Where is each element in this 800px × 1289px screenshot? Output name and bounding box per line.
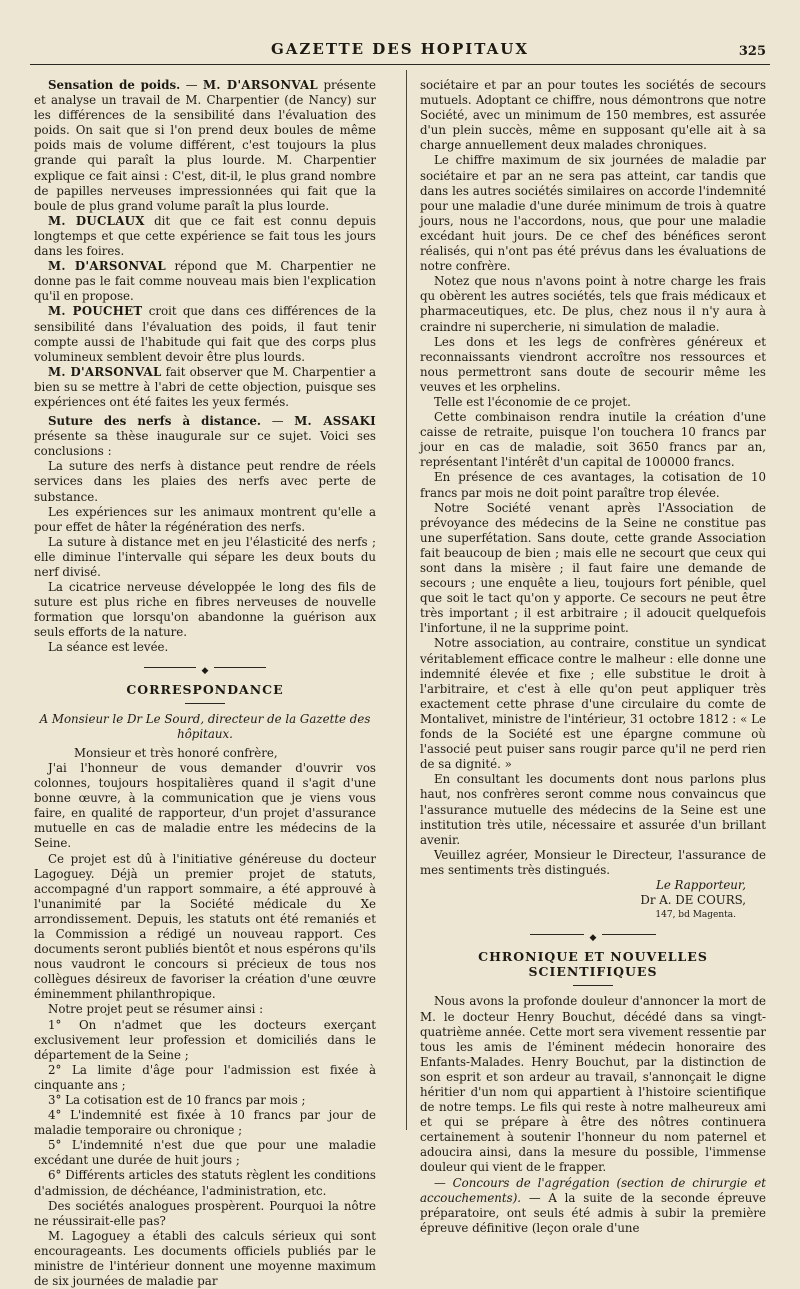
paragraph: J'ai l'honneur de vous demander d'ouvrir vos colonnes, toujours hospitalières quand il s'agit d'une bonne œuvre, à la communication que je viens vous faire, en qualité de rapporteur, d'un projet d'assurance mutuelle en cas de maladie entre les médecins de la Seine. bbox=[34, 760, 376, 851]
left-column bbox=[34, 78, 376, 1289]
conditions-list bbox=[34, 1018, 376, 1199]
section-title: CHRONIQUE ET NOUVELLES SCIENTIFIQUES bbox=[478, 949, 708, 980]
subhead: Suture des nerfs à distance. bbox=[48, 414, 261, 429]
signature-role: Le Rapporteur, bbox=[655, 877, 746, 892]
speaker-name: M. ASSAKI bbox=[294, 414, 376, 429]
section-title: CORRESPONDANCE bbox=[126, 681, 284, 697]
right-column bbox=[420, 78, 766, 1236]
paragraph: M. Lagoguey a établi des calculs sérieux qui sont encourageants. Les documents officiels publiés par le ministre de l'intérieur donnent une moyenne maximum de six journées de maladie par bbox=[34, 1228, 376, 1289]
paragraph-text: dit que ce fait est connu depuis longtemps et que cette expérience se fait tous les jours dans les foires. bbox=[34, 213, 376, 259]
running-title: GAZETTE DES HOPITAUX bbox=[270, 40, 529, 58]
paragraph: En présence de ces avantages, la cotisation de 10 francs par mois ne doit point paraître trop élevée. bbox=[420, 470, 766, 500]
signature-address: 147, bd Magenta. bbox=[655, 910, 736, 921]
short-rule bbox=[185, 703, 225, 704]
list-item: 1° On n'admet que les docteurs exerçant exclusivement leur profession et domiciliés dans le département de la Seine ; bbox=[34, 1017, 376, 1062]
paragraph: En consultant les documents dont nous parlons plus haut, nos confrères seront comme nous convaincus que l'assurance mutuelle des médecins de la Seine est une institution très utile, nécessaire et assurée d'un brillant avenir. bbox=[420, 772, 766, 847]
speaker-name: M. D'ARSONVAL bbox=[48, 259, 166, 274]
paragraph-text: — A la suite de la seconde épreuve préparatoire, ont seuls été admis à subir la première épreuve définitive (leçon orale d'une bbox=[420, 1190, 766, 1235]
paragraph-text: présente et analyse un travail de M. Charpentier (de Nancy) sur les différences de la sensibilité dans l'évaluation des poids. On sait que si l'on prend deux boules de même poids mais de volume différent, c'est toujours la plus grande qui paraît la plus lourde. M. Charpentier explique ce fait ainsi : C'est, dit-il, le plus grand nombre de papilles nerveuses impressionnées qui fait que la boule de plus grand volume paraît la plus lourde. bbox=[34, 78, 377, 213]
section-ornament: ◆ bbox=[34, 662, 376, 672]
subhead: Sensation de poids. bbox=[48, 78, 181, 92]
paragraph-text: présente sa thèse inaugurale sur ce sujet. Voici ses conclusions : bbox=[34, 429, 376, 459]
paragraph: Notre projet peut se résumer ainsi : bbox=[48, 1002, 264, 1017]
short-rule bbox=[573, 985, 613, 986]
speaker-name: M. D'ARSONVAL bbox=[203, 78, 318, 92]
list-item: 5° L'indemnité n'est due que pour une maladie excédant une durée de huit jours ; bbox=[34, 1138, 376, 1168]
paragraph bbox=[34, 365, 376, 410]
paragraph: Cette combinaison rendra inutile la création d'une caisse de retraite, puisque l'on touchera 10 francs par jour en cas de maladie, soit 3650 francs par an, représentant l'intérêt d'un capital de 100000 francs. bbox=[420, 410, 766, 470]
list-item: 6° Différents articles des statuts règlent les conditions d'admission, de déchéance, l'administration, etc. bbox=[34, 1168, 376, 1198]
news-head: — Concours de l'agrégation (section de chirurgie et accouchements). bbox=[420, 1175, 766, 1205]
list-item: 4° L'indemnité est fixée à 10 francs par jour de maladie temporaire ou chronique ; bbox=[34, 1108, 376, 1138]
letter-address: A Monsieur le Dr Le Sourd, directeur de la Gazette des hôpitaux. bbox=[39, 711, 371, 741]
paragraph: Notre Société venant après l'Association de prévoyance des médecins de la Seine ne constitue pas une superfétation. Sans doute, cette grande Association fait beaucoup de bien ; mais elle ne secourt que ceux qui sont dans la misère ; il faut faire une demande de secours ; une enquête a lieu, toujours fort pénible, quel que soit le tact qu'on y apporte. Ce secours ne peut être très important ; il est arbitraire ; il adoucit quelquefois l'infortune, il ne la supprime point. bbox=[420, 500, 766, 636]
paragraph: Veuillez agréer, Monsieur le Directeur, l'assurance de mes sentiments très distingués. bbox=[420, 847, 766, 877]
paragraph: Nous avons la profonde douleur d'annoncer la mort de M. le docteur Henry Bouchut, décédé dans sa vingt-quatrième année. Cette mort sera vivement ressentie par tous les amis de l'éminent médecin honoraire des Enfants-Malades. Henry Bouchut, par la distinction de son esprit et son ardeur au travail, s'annonçait le digne héritier d'un nom qui appartient à l'histoire scientifique de notre temps. Le fils qui reste à notre malheureux ami et qui se prépare à être des nôtres continuera certainement à soutenir l'honneur du nom paternel et adoucira ainsi, dans la mesure du possible, l'immense douleur qui vient de le frapper. bbox=[420, 994, 766, 1175]
paragraph-text: croit que dans ces différences de la sensibilité dans l'évaluation des poids, il faut tenir compte aussi de l'habitude qui fait que des corps plus volumineux semblent devoir être plus lourds. bbox=[34, 304, 376, 364]
paragraph: Ce projet est dû à l'initiative généreuse du docteur Lagoguey. Déjà un premier projet de statuts, accompagné d'un rapport sommaire, a été approuvé à l'unanimité par la Société médicale du Xe arrondissement. Depuis, les statuts ont été remaniés et la Commission a rédigé un nouveau rapport. Ces documents seront publiés bientôt et nous espérons qu'ils nous vaudront le concours si précieux de tous nos collègues désireux de favoriser la création d'une œuvre éminemment philanthropique. bbox=[34, 851, 376, 1002]
paragraph bbox=[34, 259, 376, 304]
paragraph: Les expériences sur les animaux montrent qu'elle a pour effet de hâter la régénération des nerfs. bbox=[34, 504, 376, 534]
paragraph bbox=[34, 214, 376, 259]
paragraph: Notez que nous n'avons point à notre charge les frais qu obèrent les autres sociétés, tels que frais médicaux et pharmaceutiques, etc. De plus, chez nous il n'y aura à craindre ni supercherie, ni simulation de maladie. bbox=[420, 274, 766, 334]
paragraph bbox=[420, 1176, 766, 1236]
page-number: 325 bbox=[738, 44, 766, 59]
paragraph: Suture des nerfs à distance. — M. ASSAKI présente sa thèse inaugurale sur ce sujet. Voici ses conclusions : bbox=[34, 414, 376, 459]
page-header bbox=[30, 34, 770, 65]
paragraph-text: répond que M. Charpentier ne donne pas le fait comme nouveau mais bien l'explication qu'il en propose. bbox=[34, 259, 376, 304]
letter-salutation: Monsieur et très honoré confrère, bbox=[74, 745, 278, 760]
paragraph-text: fait observer que M. Charpentier a bien su se mettre à l'abri de cette objection, puisque ses expériences ont été faites les yeux fermés. bbox=[34, 364, 376, 409]
paragraph: Sensation de poids. — M. D'ARSONVAL présente et analyse un travail de M. Charpentier (de Nancy) sur les différences de la sensibilité dans l'évaluation des poids. On sait que si l'on prend deux boules de même poids mais de volume différent, c'est toujours la plus grande qui paraît la plus lourde. M. Charpentier explique ce fait ainsi : C'est, dit-il, le plus grand nombre de papilles nerveuses impressionnées qui fait que la boule de plus grand volume paraît la plus lourde. bbox=[34, 78, 377, 213]
speaker-name: M. POUCHET bbox=[48, 304, 143, 319]
list-item: 3° La cotisation est de 10 francs par mois ; bbox=[48, 1093, 306, 1107]
paragraph bbox=[34, 304, 376, 364]
speaker-name: M. DUCLAUX bbox=[48, 213, 145, 228]
paragraph: Des sociétés analogues prospèrent. Pourquoi la nôtre ne réussirait-elle pas? bbox=[34, 1198, 376, 1228]
column-divider bbox=[406, 70, 407, 1130]
paragraph: Notre association, au contraire, constitue un syndicat véritablement efficace contre le malheur : elle donne une indemnité élevée et fixe ; elle substitue le droit à l'arbitraire, et c'est à elle qu'on peut appliquer très exactement cette phrase d'une circulaire du comte de Montalivet, ministre de l'intérieur, 31 octobre 1812 : « Le fonds de la Société est une épargne commune où l'associé peut puiser sans rougir parce qu'il ne perd rien de sa dignité. » bbox=[420, 636, 766, 772]
paragraph: Le chiffre maximum de six journées de maladie par sociétaire et par an ne sera pas atteint, car tandis que dans les autres sociétés similaires on accorde l'indemnité pour une maladie d'une durée minimum de trois à quatre jours, nous ne l'accordons, nous, que pour une maladie excédant huit jours. De ce chef des bénéfices seront réalisés, qui n'ont pas été prévus dans les évaluations de notre confrère. bbox=[420, 153, 766, 274]
paragraph: La séance est levée. bbox=[48, 640, 169, 655]
speaker-name: M. D'ARSONVAL bbox=[48, 364, 162, 379]
paragraph: La cicatrice nerveuse développée le long des fils de suture est plus riche en fibres nerveuses de nouvelle formation que lorsqu'on abandonne la guérison aux seuls efforts de la nature. bbox=[34, 580, 376, 640]
section-ornament: ◆ bbox=[420, 929, 766, 939]
signature-name: Dr A. DE COURS, bbox=[640, 893, 746, 908]
paragraph: La suture des nerfs à distance peut rendre de réels services dans les plaies des nerfs avec perte de substance. bbox=[34, 459, 376, 504]
list-item: 2° La limite d'âge pour l'admission est fixée à cinquante ans ; bbox=[34, 1062, 376, 1092]
paragraph: La suture à distance met en jeu l'élasticité des nerfs ; elle diminue l'intervalle qui sépare les deux bouts du nerf divisé. bbox=[34, 534, 376, 579]
paragraph: Telle est l'économie de ce projet. bbox=[434, 394, 631, 409]
paragraph: Les dons et les legs de confrères généreux et reconnaissants viendront accroître nos ressources et nous permettront sans doute de secourir même les veuves et les orphelins. bbox=[420, 334, 766, 394]
paragraph: sociétaire et par an pour toutes les sociétés de secours mutuels. Adoptant ce chiffre, nous démontrons que notre Société, avec un minimum de 150 membres, est assurée d'un plein succès, même en supposant qu'elle ait à sa charge annuellement deux malades chroniques. bbox=[420, 78, 766, 153]
